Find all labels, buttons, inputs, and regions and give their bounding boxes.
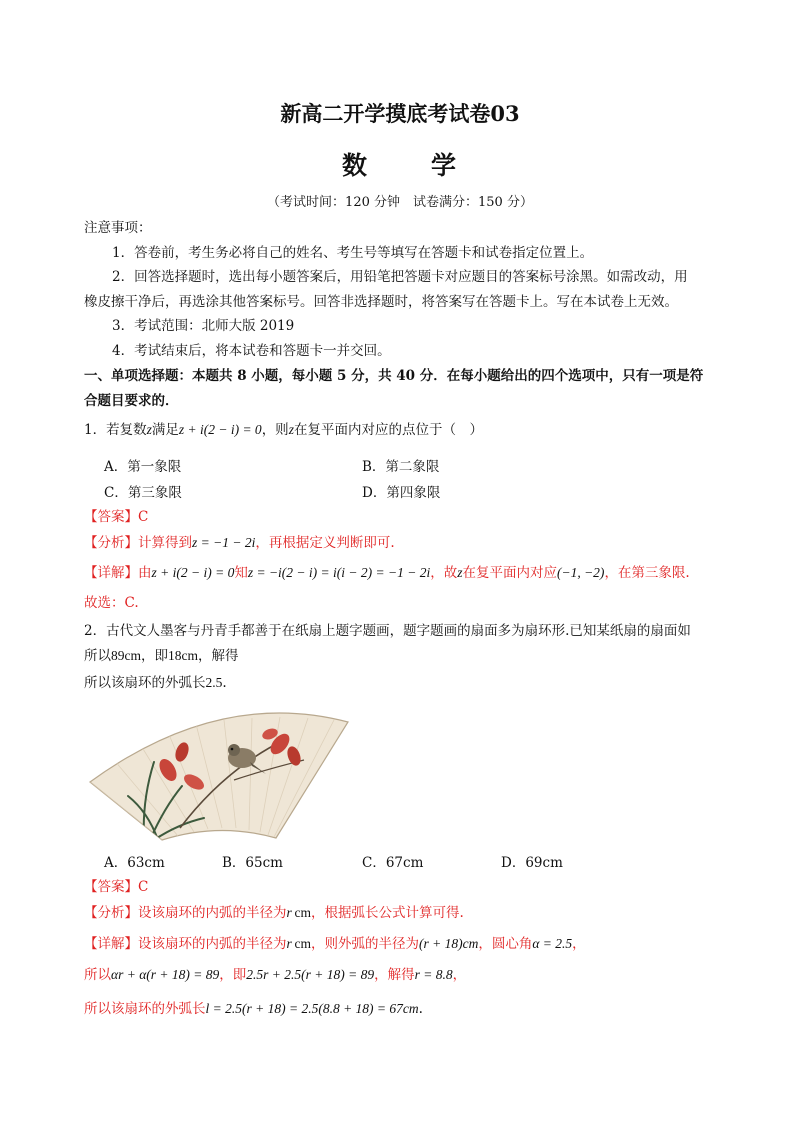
- q2-line3-b: .: [222, 675, 227, 691]
- q1-detail-point: (−1, −2): [556, 565, 605, 580]
- note-2b: 橡皮擦干净后，再选涂其他答案标号。回答非选择题时，将答案写在答题卡上。写在本试卷上无效。: [84, 294, 678, 310]
- q1-stem-d: 在复平面内对应的点位于（ ）: [293, 422, 483, 438]
- q2-detail-line1: [84, 934, 586, 954]
- note-1: 1．答卷前，考生务必将自己的姓名、考生号等填写在答题卡和试卷指定位置上。: [112, 245, 594, 261]
- q2-detail-l3-b: .: [418, 1001, 423, 1017]
- q2-option-d-value: 69cm: [525, 855, 563, 871]
- q2-line3: [84, 673, 227, 693]
- q2-option-d-label: D．: [501, 855, 526, 871]
- q2-detail-var-r: r: [286, 936, 292, 951]
- q2-detail-l2-equation-3: r = 8.8: [414, 967, 453, 982]
- q2-line2: [84, 646, 239, 666]
- q2-option-c: [362, 851, 423, 871]
- note-2a: 2．回答选择题时，选出每小题答案后，用铅笔把答题卡对应题目的答案标号涂黑。如需改动，用: [112, 269, 688, 285]
- q2-option-c-value: 67cm: [385, 855, 424, 871]
- subject-char-1: 数: [341, 151, 369, 180]
- q2-option-a: [104, 851, 165, 871]
- q2-detail-l3-equation: l = 2.5(r + 18) = 2.5(8.8 + 18) = 67cm: [205, 1001, 419, 1016]
- q2-line3-a: 所以该扇环的外弧长: [84, 675, 206, 691]
- q1-choose: 故选：C.: [84, 595, 139, 611]
- folding-fan-image: [84, 700, 354, 850]
- q1-detail-label: 【详解】: [84, 565, 138, 581]
- q2-detail-l3-a: 所以该扇环的外弧长: [84, 1001, 206, 1017]
- q1-option-b: B．第二象限: [362, 459, 440, 475]
- q2-value-2-5: 2.5: [205, 675, 223, 690]
- q2-detail-b: ，则外弧的半径为: [310, 936, 419, 952]
- q1-option-c: C．第三象限: [104, 485, 182, 501]
- q1-detail-var-z: z: [457, 565, 463, 580]
- q2-detail-d: ，: [572, 936, 586, 952]
- section1-line1: 一、单项选择题：本题共 8 小题，每小题 5 分，共 40 分．在每小题给出的四个选项中，只有一项是符: [84, 368, 704, 384]
- q2-analysis: [84, 903, 464, 923]
- q1-detail: [84, 563, 690, 583]
- q2-option-b: [222, 851, 283, 871]
- q1-detail-b: 知: [234, 565, 248, 581]
- q2-answer: 【答案】C: [84, 879, 149, 895]
- q1-stem-b: 满足: [151, 422, 179, 438]
- subject-char-2: 学: [431, 151, 459, 180]
- q2-detail-l2-equation-1: αr + α(r + 18) = 89: [111, 967, 220, 982]
- note-3: 3．考试范围：北师大版 2019: [112, 318, 295, 334]
- q2-detail-l2-a: 所以: [84, 967, 111, 983]
- q2-detail-l2-equation-2: 2.5r + 2.5(r + 18) = 89: [246, 967, 375, 982]
- q2-detail-line3: [84, 999, 423, 1019]
- q1-analysis-label: 【分析】: [84, 535, 138, 551]
- q2-analysis-unit: cm: [294, 905, 311, 920]
- q1-equation: z + i(2 − i) = 0: [178, 422, 262, 437]
- q1-stem: [84, 420, 483, 440]
- q2-option-b-value: 65cm: [245, 855, 283, 871]
- q1-detail-d: 在复平面内对应: [462, 565, 557, 581]
- q1-analysis-equation: z = −1 − 2i: [192, 535, 256, 550]
- q2-analysis-a: 设该扇环的内弧的半径为: [138, 905, 287, 921]
- q2-detail-line2: [84, 965, 466, 985]
- q1-option-d: D．第四象限: [362, 485, 441, 501]
- q2-option-b-label: B．: [222, 855, 246, 871]
- q2-option-a-value: 63cm: [127, 855, 165, 871]
- q2-detail-equation-2: α = 2.5: [532, 936, 573, 951]
- q1-detail-e: ，在第三象限.: [604, 565, 690, 581]
- q2-option-c-label: C．: [362, 855, 386, 871]
- q2-detail-l2-b: ，即: [219, 967, 247, 983]
- q1-stem-a: 1．若复数: [84, 422, 147, 438]
- q2-detail-l2-c: ，解得: [374, 967, 415, 983]
- q1-answer: 【答案】C: [84, 509, 149, 525]
- q2-detail-a: 设该扇环的内弧的半径为: [138, 936, 287, 952]
- q2-detail-c: ，圆心角: [478, 936, 533, 952]
- q2-detail-unit: cm: [294, 936, 311, 951]
- q2-value-89: 89cm: [111, 648, 141, 663]
- subject-heading: [0, 146, 800, 182]
- q2-detail-l2-d: ，: [452, 967, 467, 983]
- q1-option-a: A．第一象限: [104, 459, 182, 475]
- q2-option-a-label: A．: [104, 855, 128, 871]
- q2-value-18: 18cm: [168, 648, 198, 663]
- q2-line2-b: ，即: [141, 648, 168, 664]
- q2-option-d: [501, 851, 563, 871]
- exam-meta: （考试时间：120 分钟 试卷满分：150 分）: [267, 195, 533, 210]
- q2-line1: 2．古代文人墨客与丹青手都善于在纸扇上题字题画，题字题画的扇面多为扇环形.已知某纸扇的扇面如: [84, 623, 691, 639]
- q2-analysis-b: ，根据弧长公式计算可得.: [310, 905, 464, 921]
- notes-heading: 注意事项：: [84, 220, 152, 236]
- q1-analysis-a: 计算得到: [138, 535, 192, 551]
- q1-detail-c: ，故: [430, 565, 458, 581]
- q1-detail-equation-1: z + i(2 − i) = 0: [151, 565, 235, 580]
- note-4: 4．考试结束后，将本试卷和答题卡一并交回。: [112, 343, 391, 359]
- q2-detail-equation-1: (r + 18)cm: [418, 936, 479, 951]
- q2-line2-c: ，解得: [198, 648, 239, 664]
- exam-title: 新高二开学摸底考试卷03: [280, 101, 520, 126]
- q1-var-z: z: [146, 422, 152, 437]
- q1-detail-equation-2: z = −i(2 − i) = i(i − 2) = −1 − 2i: [247, 565, 431, 580]
- q2-line2-a: 所以: [84, 648, 111, 664]
- section1-line2: 合题目要求的．: [84, 393, 179, 409]
- q1-detail-a: 由: [138, 565, 152, 581]
- q1-analysis-b: ，再根据定义判断即可.: [255, 535, 395, 551]
- q1-analysis: [84, 533, 395, 553]
- q2-detail-label: 【详解】: [84, 936, 138, 952]
- q1-var-z-2: z: [288, 422, 294, 437]
- q2-analysis-label: 【分析】: [84, 905, 138, 921]
- q1-stem-c: ，则: [261, 422, 289, 438]
- q2-analysis-var-r: r: [286, 905, 292, 920]
